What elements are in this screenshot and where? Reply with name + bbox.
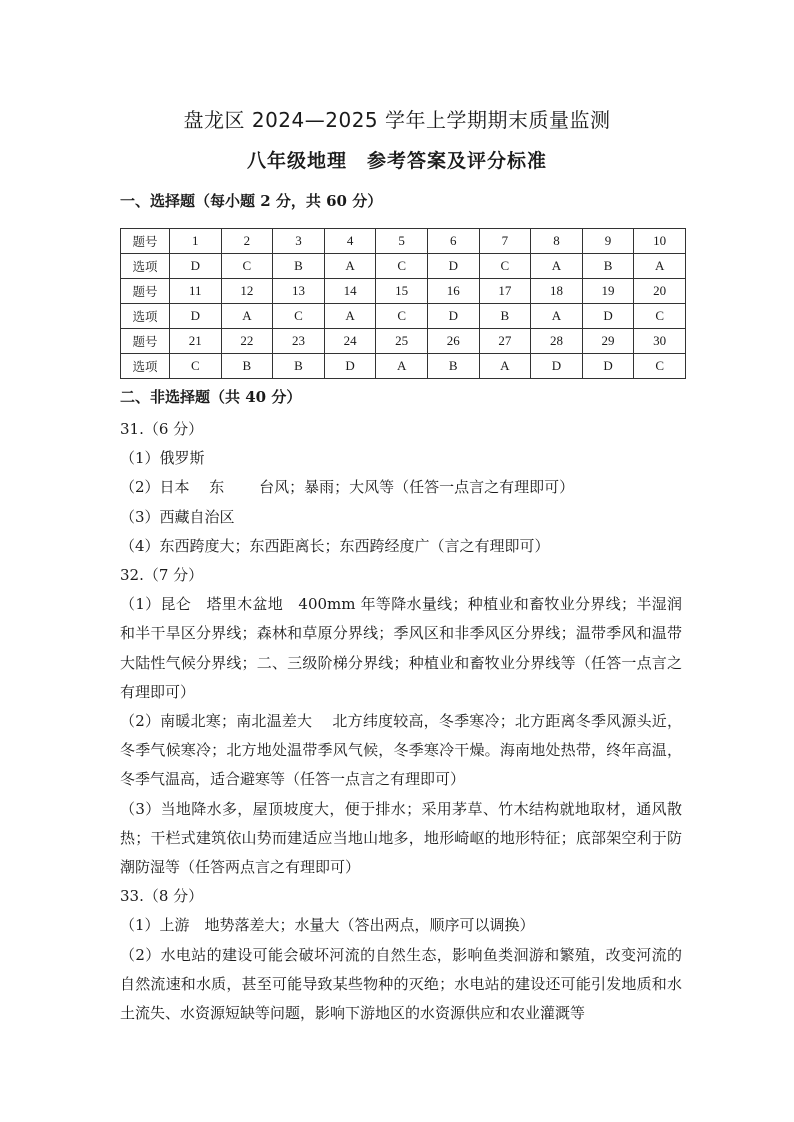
question-number-cell: 25 [376, 329, 428, 354]
question-number-cell: 3 [273, 229, 325, 254]
question-number-cell: 6 [427, 229, 479, 254]
answer-cell: B [221, 354, 273, 379]
question-number-cell: 30 [634, 329, 686, 354]
section2-heading: 二、非选择题（共 40 分） [120, 388, 302, 406]
answer-cell: B [582, 254, 634, 279]
row-label-number: 题号 [121, 329, 170, 354]
row-label-number: 题号 [121, 229, 170, 254]
question-number-cell: 26 [427, 329, 479, 354]
answer-line: 33.（8 分） [120, 887, 204, 906]
question-number-cell: 17 [479, 279, 531, 304]
question-number-cell: 2 [221, 229, 273, 254]
answer-cell: D [531, 354, 583, 379]
answer-cell: D [170, 304, 222, 329]
question-number-cell: 8 [531, 229, 583, 254]
answer-cell: A [376, 354, 428, 379]
question-number-cell: 28 [531, 329, 583, 354]
question-number-cell: 14 [324, 279, 376, 304]
question-number-cell: 7 [479, 229, 531, 254]
question-number-cell: 23 [273, 329, 325, 354]
answer-cell: D [427, 254, 479, 279]
row-label-answer: 选项 [121, 254, 170, 279]
table-row-numbers [121, 329, 686, 354]
exam-title: 盘龙区 2024—2025 学年上学期期末质量监测 [183, 108, 611, 132]
answer-cell: C [479, 254, 531, 279]
question-number-cell: 18 [531, 279, 583, 304]
answer-cell: D [582, 304, 634, 329]
question-number-cell: 10 [634, 229, 686, 254]
question-number-cell: 1 [170, 229, 222, 254]
answer-cell: A [221, 304, 273, 329]
answer-cell: B [479, 304, 531, 329]
question-number-cell: 19 [582, 279, 634, 304]
answer-cell: A [531, 304, 583, 329]
question-number-cell: 16 [427, 279, 479, 304]
answer-cell: A [479, 354, 531, 379]
answer-line: （1）俄罗斯 [120, 449, 205, 468]
answer-cell: C [170, 354, 222, 379]
question-number-cell: 15 [376, 279, 428, 304]
table-row-numbers [121, 229, 686, 254]
answer-line: （1）昆仑 塔里木盆地 400mm 年等降水量线；种植业和畜牧业分界线；半湿润和半干旱区分界线；森林和草原分界线；季风区和非季风区分界线；温带季风和温带大陆性气候分界线；二、三级阶梯分界线；种植业和畜牧业分界线等（任答一点言之有理即可） [120, 595, 682, 701]
answer-cell: C [221, 254, 273, 279]
answer-line: （2）日本 东 台风；暴雨；大风等（任答一点言之有理即可） [120, 478, 575, 497]
answer-cell: D [582, 354, 634, 379]
section1-heading: 一、选择题（每小题 2 分，共 60 分） [120, 192, 383, 210]
answer-content [120, 415, 682, 1028]
answer-line: （3）西藏自治区 [120, 507, 235, 526]
answer-line: （3）当地降水多，屋顶坡度大，便于排水；采用茅草、竹木结构就地取材，通风散热；干栏式建筑依山势而建适应当地山地多，地形崎岖的地形特征；底部架空利于防潮防湿等（任答两点言之有理即可） [120, 799, 682, 877]
answer-cell: B [273, 254, 325, 279]
exam-subtitle: 八年级地理 参考答案及评分标准 [246, 150, 547, 172]
question-number-cell: 24 [324, 329, 376, 354]
question-number-cell: 20 [634, 279, 686, 304]
answer-line: 32.（7 分） [120, 566, 204, 585]
answer-cell: C [273, 304, 325, 329]
answer-cell: D [170, 254, 222, 279]
question-number-cell: 21 [170, 329, 222, 354]
question-number-cell: 13 [273, 279, 325, 304]
question-number-cell: 27 [479, 329, 531, 354]
question-number-cell: 22 [221, 329, 273, 354]
table-row-answers [121, 304, 686, 329]
answer-cell: C [634, 354, 686, 379]
question-number-cell: 11 [170, 279, 222, 304]
question-number-cell: 5 [376, 229, 428, 254]
table-row-answers [121, 254, 686, 279]
answer-cell: A [324, 304, 376, 329]
answer-table [120, 228, 686, 379]
answer-cell: C [376, 304, 428, 329]
question-number-cell: 29 [582, 329, 634, 354]
answer-cell: A [324, 254, 376, 279]
question-number-cell: 4 [324, 229, 376, 254]
answer-cell: D [324, 354, 376, 379]
answer-cell: A [634, 254, 686, 279]
answer-line: （4）东西跨度大；东西距离长；东西跨经度广（言之有理即可） [120, 536, 550, 555]
answer-line: 31.（6 分） [120, 420, 204, 438]
answer-cell: C [376, 254, 428, 279]
question-number-cell: 9 [582, 229, 634, 254]
question-number-cell: 12 [221, 279, 273, 304]
answer-cell: B [273, 354, 325, 379]
table-row-numbers [121, 279, 686, 304]
answer-cell: C [634, 304, 686, 329]
answer-line: （2）水电站的建设可能会破坏河流的自然生态，影响鱼类洄游和繁殖，改变河流的自然流速和水质，甚至可能导致某些物种的灭绝；水电站的建设还可能引发地质和水土流失、水资源短缺等问题，影响下游地区的水资源供应和农业灌溉等 [120, 945, 682, 1023]
row-label-answer: 选项 [121, 354, 170, 379]
answer-cell: B [427, 354, 479, 379]
row-label-answer: 选项 [121, 304, 170, 329]
answer-line: （2）南暖北寒；南北温差大 北方纬度较高，冬季寒冷；北方距离冬季风源头近，冬季气候寒冷；北方地处温带季风气候，冬季寒冷干燥。海南地处热带，终年高温，冬季气温高，适合避寒等（任答一点言之有理即可） [120, 712, 682, 789]
answer-cell: A [531, 254, 583, 279]
row-label-number: 题号 [121, 279, 170, 304]
answer-line: （1）上游 地势落差大；水量大（答出两点，顺序可以调换） [120, 916, 535, 935]
table-row-answers [121, 354, 686, 379]
answer-cell: D [427, 304, 479, 329]
